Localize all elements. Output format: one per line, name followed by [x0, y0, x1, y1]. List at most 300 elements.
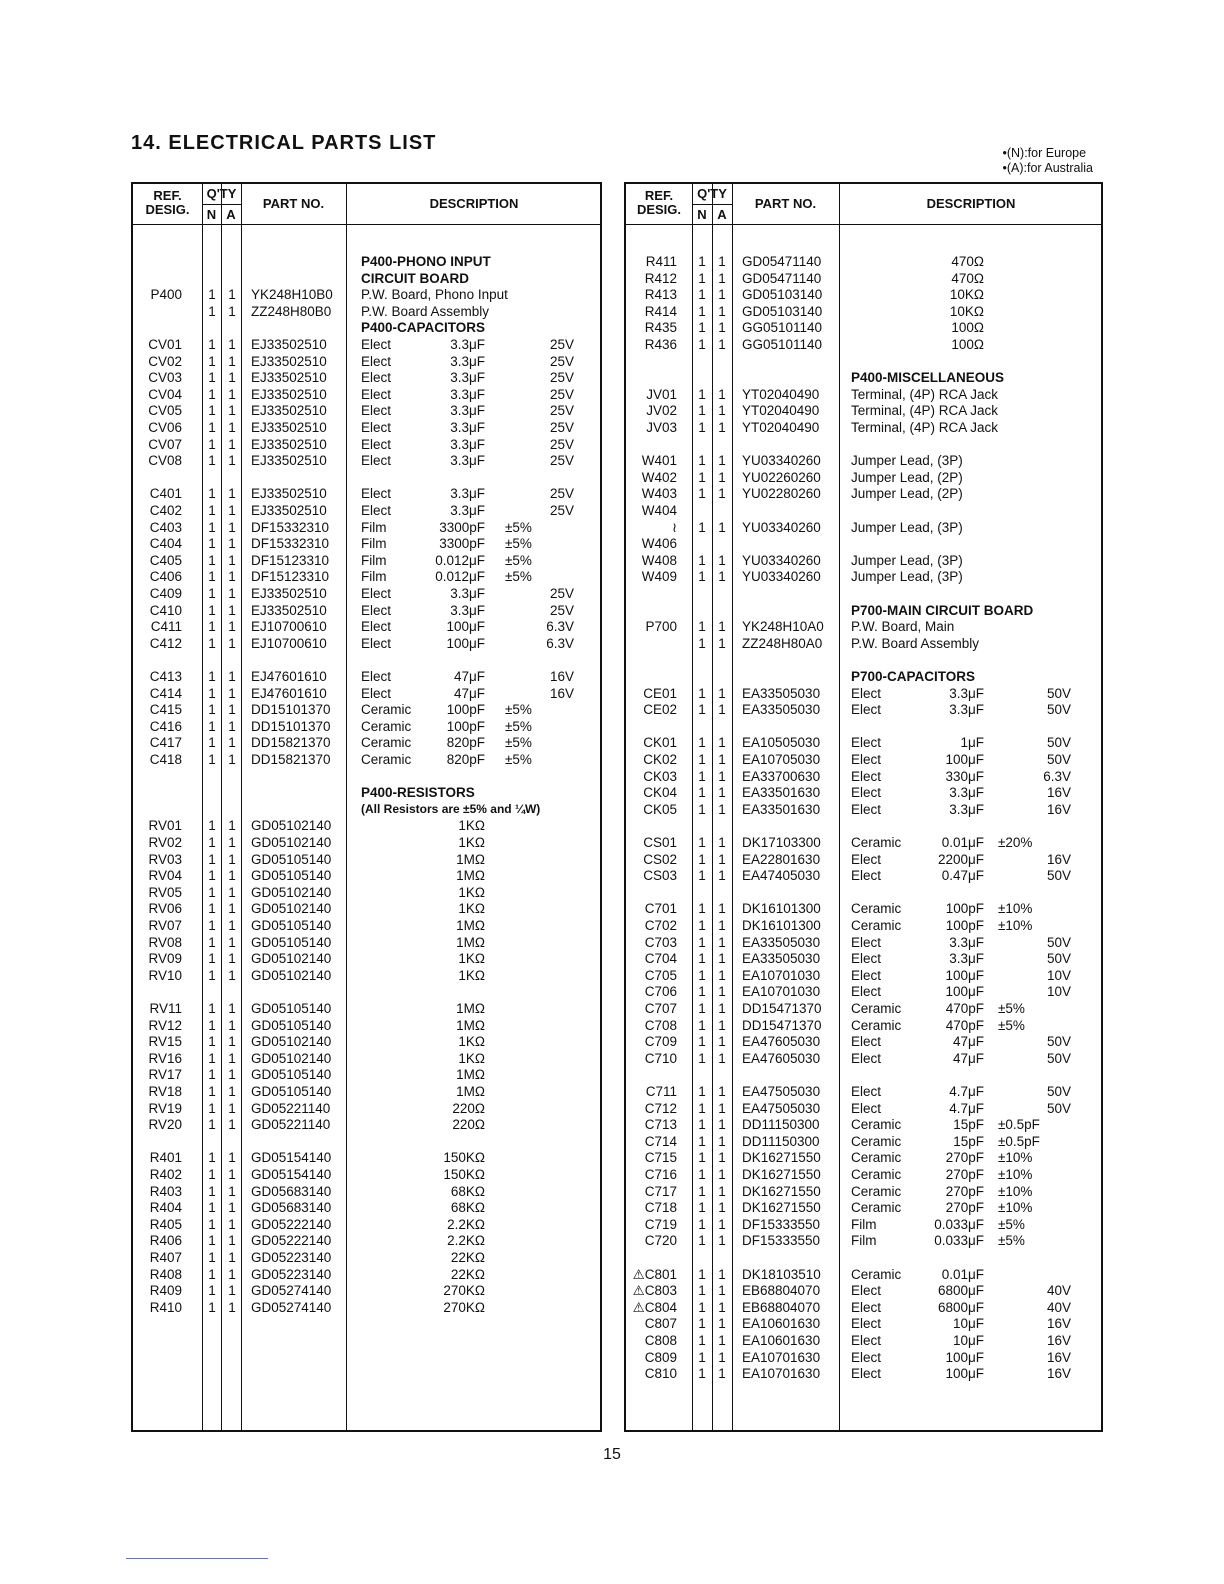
desc-type: Film: [361, 552, 387, 568]
qty-n: 1: [698, 287, 706, 303]
table-row: [133, 503, 600, 519]
desc-type: P.W. Board Assembly: [851, 635, 980, 651]
desc-voltage: 50V: [1046, 951, 1071, 967]
desc-value: 1MΩ: [456, 934, 485, 950]
qty-a: 1: [718, 403, 726, 419]
desc-tolerance: ±5%: [505, 569, 532, 585]
table-row: [133, 1001, 600, 1017]
ref-desig: C713: [644, 1117, 677, 1133]
ref-desig: C714: [644, 1133, 677, 1149]
ref-desig: RV08: [148, 934, 182, 950]
part-no: EJ33502510: [251, 337, 327, 352]
desc-type: Ceramic: [361, 718, 412, 734]
qty-n: 1: [698, 386, 706, 402]
qty-a: 1: [718, 1349, 726, 1365]
qty-a: 1: [718, 835, 726, 850]
ref-desig: RV19: [148, 1100, 182, 1116]
desc-voltage: 6.3V: [1043, 768, 1071, 784]
qty-a: 1: [718, 420, 726, 435]
desc-tolerance: ±5%: [505, 552, 532, 568]
table-row: [133, 1051, 600, 1067]
desc-type: Elect: [851, 1100, 882, 1116]
qty-n: 1: [208, 519, 216, 535]
desc-type: Elect: [851, 785, 882, 801]
part-no: GD05103140: [742, 287, 823, 303]
table-row: [133, 752, 600, 768]
part-no: DF15333550: [742, 1216, 821, 1232]
table-row: [626, 901, 1101, 917]
desc-value: 3.3μF: [949, 685, 984, 701]
qty-a: 1: [228, 1299, 236, 1315]
desc-value: 100pF: [446, 718, 485, 734]
desc-value: 0.01μF: [941, 835, 984, 850]
table-row: [626, 420, 1101, 436]
ref-desig: CK05: [643, 801, 677, 817]
desc-value: 330μF: [945, 768, 984, 784]
ref-desig: W404: [641, 503, 677, 518]
qty-n: 1: [698, 735, 706, 751]
page-title: 14. ELECTRICAL PARTS LIST: [131, 132, 437, 154]
qty-a: 1: [228, 536, 236, 552]
ref-desig: RV03: [148, 851, 182, 867]
desc-value: 470pF: [945, 1017, 984, 1033]
desc-value: 100μF: [945, 984, 984, 1000]
desc-value: 6800μF: [937, 1283, 984, 1299]
table-row: [133, 802, 600, 818]
desc-voltage: 10V: [1046, 984, 1071, 1000]
part-no: DD11150300: [742, 1133, 820, 1149]
footer-rule: [126, 1558, 268, 1559]
qty-n: 1: [208, 918, 216, 933]
qty-n: 1: [208, 868, 216, 884]
ref-desig: R406: [149, 1233, 182, 1249]
desc-voltage: 50V: [1046, 868, 1071, 884]
qty-n: 1: [698, 1349, 706, 1365]
desc-voltage: 25V: [549, 602, 574, 618]
part-no: EA10701630: [742, 1366, 821, 1382]
desc-voltage: 10V: [1046, 967, 1071, 983]
desc-type: Ceramic: [361, 702, 412, 718]
desc-value: 3.3μF: [450, 486, 485, 502]
qty-n: 1: [208, 602, 216, 618]
part-no: GD05102140: [251, 967, 332, 983]
table-row: [133, 918, 600, 934]
desc-value: 3.3μF: [949, 785, 984, 801]
ref-desig: CS02: [643, 851, 677, 867]
desc-value: 47μF: [952, 1034, 984, 1050]
qty-a: 1: [228, 586, 236, 601]
ref-desig: CV07: [148, 436, 182, 452]
table-row: [626, 702, 1101, 718]
table-row: [626, 354, 1101, 370]
qty-a: 1: [228, 1017, 236, 1033]
qty-n: 1: [698, 1299, 706, 1315]
part-no: GD05221140: [251, 1100, 331, 1116]
part-no: GD05154140: [251, 1167, 332, 1182]
ref-desig: C712: [644, 1100, 677, 1116]
header-part-no: PART NO.: [754, 196, 817, 211]
desc-value: 3300pF: [439, 519, 485, 535]
qty-n: 1: [698, 1333, 706, 1348]
qty-a: 1: [228, 1100, 236, 1116]
qty-n: 1: [208, 1283, 216, 1299]
table-row: [626, 287, 1101, 303]
desc-type: Ceramic: [851, 1183, 902, 1199]
qty-a: 1: [228, 1001, 236, 1016]
ref-desig: RV01: [148, 818, 182, 834]
desc-value: 270pF: [945, 1167, 984, 1182]
desc-type: P700-MAIN CIRCUIT BOARD: [851, 602, 1034, 618]
part-no: GD05223140: [251, 1250, 332, 1265]
table-row: [626, 1200, 1101, 1216]
desc-type: Ceramic: [851, 1150, 902, 1166]
qty-n: 1: [208, 934, 216, 950]
part-no: EA10601630: [742, 1333, 821, 1348]
qty-n: 1: [208, 702, 216, 718]
part-no: DF15332310: [251, 536, 330, 552]
table-row: [133, 1150, 600, 1166]
table-row: [626, 387, 1101, 403]
qty-n: 1: [208, 1050, 216, 1066]
part-no: DK18103510: [742, 1266, 821, 1282]
desc-voltage: 16V: [1046, 851, 1071, 867]
header-a: A: [226, 207, 236, 222]
table-row: [133, 254, 600, 270]
ref-desig: R401: [149, 1150, 182, 1166]
ref-desig: R409: [149, 1283, 182, 1299]
desc-value: 3.3μF: [450, 586, 485, 601]
qty-n: 1: [698, 685, 706, 701]
table-row: [626, 1300, 1101, 1316]
qty-n: 1: [698, 469, 706, 485]
part-no: YU03340260: [742, 552, 821, 568]
table-row: [626, 968, 1101, 984]
qty-a: 1: [718, 868, 726, 884]
qty-n: 1: [208, 1183, 216, 1199]
table-row: [626, 403, 1101, 419]
qty-a: 1: [228, 619, 236, 635]
table-row: [133, 354, 600, 370]
qty-n: 1: [208, 453, 216, 469]
desc-type: Elect: [361, 602, 392, 618]
desc-type: Elect: [851, 1366, 882, 1382]
ref-desig: RV11: [149, 1001, 182, 1016]
part-no: EB68804070: [742, 1283, 821, 1299]
desc-value: 3.3μF: [450, 370, 485, 386]
ref-desig: P400: [150, 287, 182, 303]
ref-desig: C412: [149, 635, 182, 651]
qty-n: 1: [208, 1150, 216, 1166]
desc-type: Terminal, (4P) RCA Jack: [851, 420, 999, 435]
table-row: [133, 271, 600, 287]
table-row: [133, 735, 600, 751]
desc-voltage: 16V: [549, 685, 574, 701]
part-no: DF15333550: [742, 1233, 821, 1249]
table-row: [626, 1117, 1101, 1133]
desc-value: 820pF: [446, 752, 485, 767]
table-row: [626, 1150, 1101, 1166]
desc-tolerance: ±5%: [505, 752, 532, 767]
ref-desig: C711: [645, 1084, 677, 1099]
qty-a: 1: [228, 884, 236, 900]
ref-desig: ⚠C804: [632, 1299, 677, 1315]
qty-n: 1: [698, 453, 706, 469]
ref-desig: C414: [149, 685, 182, 701]
ref-desig: RV18: [148, 1084, 182, 1099]
desc-value: 10KΩ: [949, 287, 984, 303]
qty-a: 1: [228, 1233, 236, 1249]
qty-n: 1: [698, 1283, 706, 1299]
table-row: [626, 636, 1101, 652]
part-no: EJ10700610: [251, 635, 327, 651]
desc-value: 2200μF: [937, 851, 984, 867]
table-row: [626, 603, 1101, 619]
desc-voltage: 50V: [1046, 685, 1071, 701]
ref-desig: CS01: [643, 835, 677, 850]
table-row: [133, 304, 600, 320]
table-row: [133, 387, 600, 403]
ref-desig: ≀: [671, 519, 677, 535]
header-qty: Q'TY: [206, 186, 237, 201]
qty-n: 1: [208, 635, 216, 651]
qty-n: 1: [208, 1299, 216, 1315]
part-no: GD05105140: [251, 918, 332, 933]
qty-a: 1: [718, 1233, 726, 1249]
part-no: EB68804070: [742, 1299, 821, 1315]
table-row: [626, 735, 1101, 751]
header-ref: REF.: [644, 188, 674, 203]
qty-a: 1: [718, 967, 726, 983]
ref-desig: RV17: [148, 1067, 182, 1083]
desc-tolerance: ±5%: [505, 702, 532, 718]
part-no: GD05223140: [251, 1266, 332, 1282]
ref-desig: RV04: [148, 868, 182, 884]
ref-desig: C411: [150, 619, 182, 635]
desc-value: 270pF: [945, 1150, 984, 1166]
desc-type: P400-PHONO INPUT: [361, 254, 491, 269]
desc-type: P.W. Board, Phono Input: [361, 287, 508, 303]
qty-n: 1: [698, 270, 706, 286]
table-row: [133, 320, 600, 336]
desc-value: 3.3μF: [450, 453, 485, 469]
qty-n: 1: [698, 868, 706, 884]
desc-tolerance: ±5%: [505, 519, 532, 535]
desc-type: Elect: [361, 370, 392, 386]
part-no: GD05105140: [251, 1017, 332, 1033]
qty-n: 1: [208, 884, 216, 900]
qty-a: 1: [718, 934, 726, 950]
desc-tolerance: ±10%: [998, 918, 1033, 933]
table-row: [626, 453, 1101, 469]
qty-n: 1: [208, 536, 216, 552]
parts-table-left: [131, 182, 602, 1432]
ref-desig: C808: [644, 1333, 677, 1348]
desc-voltage: 50V: [1046, 1100, 1071, 1116]
part-no: EJ33502510: [251, 403, 327, 419]
desc-voltage: 6.3V: [546, 619, 574, 635]
table-row: [133, 1034, 600, 1050]
qty-a: 1: [718, 1084, 726, 1099]
table-row: [626, 1101, 1101, 1117]
desc-type: Elect: [851, 768, 882, 784]
table-row: [133, 1084, 600, 1100]
table-row: [133, 1250, 600, 1266]
part-no: EA47605030: [742, 1034, 821, 1050]
part-no: EJ47601610: [251, 685, 327, 701]
part-no: EJ33502510: [251, 503, 327, 518]
desc-voltage: 50V: [1046, 1084, 1071, 1099]
qty-a: 1: [718, 635, 726, 651]
table-row: [626, 652, 1101, 668]
qty-n: 1: [208, 486, 216, 502]
part-no: EA33501630: [742, 801, 821, 817]
table-row: [626, 1366, 1101, 1382]
desc-value: 100μF: [446, 635, 485, 651]
qty-n: 1: [698, 785, 706, 801]
desc-type: Elect: [851, 735, 882, 751]
table-row: [133, 885, 600, 901]
qty-n: 1: [208, 1034, 216, 1050]
desc-type: P.W. Board, Main: [851, 619, 955, 635]
desc-type: P400-CAPACITORS: [361, 320, 486, 336]
ref-desig: RV12: [148, 1017, 182, 1033]
desc-voltage: 25V: [549, 370, 574, 386]
desc-value: 3.3μF: [450, 337, 485, 352]
desc-type: Elect: [361, 420, 392, 435]
table-row: [133, 420, 600, 436]
part-no: ZZ248H80A0: [742, 635, 823, 651]
desc-type: Elect: [851, 967, 882, 983]
desc-type: Elect: [851, 1349, 882, 1365]
qty-a: 1: [228, 436, 236, 452]
qty-a: 1: [718, 851, 726, 867]
qty-n: 1: [698, 303, 706, 319]
desc-value: 22KΩ: [450, 1266, 485, 1282]
desc-value: 4.7μF: [949, 1100, 984, 1116]
desc-tolerance: ±5%: [505, 735, 532, 751]
desc-value: 3.3μF: [450, 420, 485, 435]
desc-type: Ceramic: [851, 1200, 902, 1216]
desc-value: 3.3μF: [949, 801, 984, 817]
qty-n: 1: [208, 303, 216, 319]
qty-a: 1: [718, 1283, 726, 1299]
ref-desig: C417: [149, 735, 182, 751]
qty-n: 1: [698, 901, 706, 917]
desc-value: 3.3μF: [450, 436, 485, 452]
desc-tolerance: ±5%: [505, 536, 532, 552]
qty-a: 1: [718, 1167, 726, 1182]
table-row: [626, 1350, 1101, 1366]
qty-a: 1: [718, 918, 726, 933]
part-no: DK16271550: [742, 1150, 821, 1166]
table-row: [626, 951, 1101, 967]
qty-a: 1: [228, 552, 236, 568]
ref-desig: RV05: [148, 884, 182, 900]
table-row: [626, 1217, 1101, 1233]
qty-a: 1: [228, 386, 236, 402]
table-row: [133, 536, 600, 552]
desc-value: 100μF: [446, 619, 485, 635]
ref-desig: C706: [644, 984, 677, 1000]
desc-type: Film: [851, 1233, 877, 1249]
table-row: [133, 337, 600, 353]
ref-desig: R411: [645, 254, 677, 269]
table-row: [626, 752, 1101, 768]
desc-voltage: 25V: [549, 486, 574, 502]
qty-n: 1: [698, 1216, 706, 1232]
qty-a: 1: [228, 967, 236, 983]
ref-desig: R408: [149, 1266, 182, 1282]
ref-desig: RV10: [148, 967, 182, 983]
desc-tolerance: ±10%: [998, 1150, 1033, 1166]
qty-n: 1: [208, 851, 216, 867]
table-row: [133, 437, 600, 453]
ref-desig: R403: [149, 1183, 182, 1199]
qty-a: 1: [228, 735, 236, 751]
table-row: [626, 619, 1101, 635]
part-no: YT02040490: [742, 420, 820, 435]
table-row: [133, 1283, 600, 1299]
table-row: [133, 719, 600, 735]
table-row: [133, 1300, 600, 1316]
table-row: [626, 984, 1101, 1000]
qty-a: 1: [228, 685, 236, 701]
part-no: EJ33502510: [251, 436, 327, 452]
desc-type: Ceramic: [851, 1001, 902, 1016]
desc-type: Film: [361, 536, 387, 552]
table-row: [626, 802, 1101, 818]
ref-desig: RV20: [148, 1117, 182, 1133]
table-row: [133, 1233, 600, 1249]
ref-desig: C703: [644, 934, 677, 950]
table-row: [626, 835, 1101, 851]
desc-value: 100μF: [945, 752, 984, 767]
ref-desig: RV06: [148, 901, 182, 917]
qty-a: 1: [228, 1050, 236, 1066]
desc-value: 22KΩ: [450, 1250, 485, 1265]
qty-n: 1: [208, 337, 216, 352]
table-row: [626, 918, 1101, 934]
header-description: DESCRIPTION: [926, 196, 1016, 211]
ref-desig: C710: [644, 1050, 677, 1066]
qty-a: 1: [228, 486, 236, 502]
table-row: [133, 470, 600, 486]
desc-value: 820pF: [446, 735, 485, 751]
desc-voltage: 25V: [549, 453, 574, 469]
table-row: [133, 951, 600, 967]
qty-n: 1: [208, 586, 216, 601]
desc-type: Film: [361, 519, 387, 535]
qty-a: 1: [228, 1183, 236, 1199]
qty-n: 1: [698, 619, 706, 635]
table-row: [133, 619, 600, 635]
header-part-no: PART NO.: [262, 196, 325, 211]
table-row: [133, 785, 600, 801]
table-row: [626, 686, 1101, 702]
qty-n: 1: [208, 1250, 216, 1265]
qty-a: 1: [718, 1366, 726, 1382]
table-row: [133, 1217, 600, 1233]
part-no: GD05683140: [251, 1200, 332, 1216]
desc-type: P400-MISCELLANEOUS: [851, 370, 1005, 386]
desc-type: Elect: [361, 635, 392, 651]
table-row: [133, 669, 600, 685]
qty-a: 1: [228, 1266, 236, 1282]
desc-tolerance: ±0.5pF: [998, 1133, 1040, 1149]
table-row: [133, 1101, 600, 1117]
desc-value: 470Ω: [951, 270, 984, 286]
qty-n: 1: [208, 835, 216, 850]
